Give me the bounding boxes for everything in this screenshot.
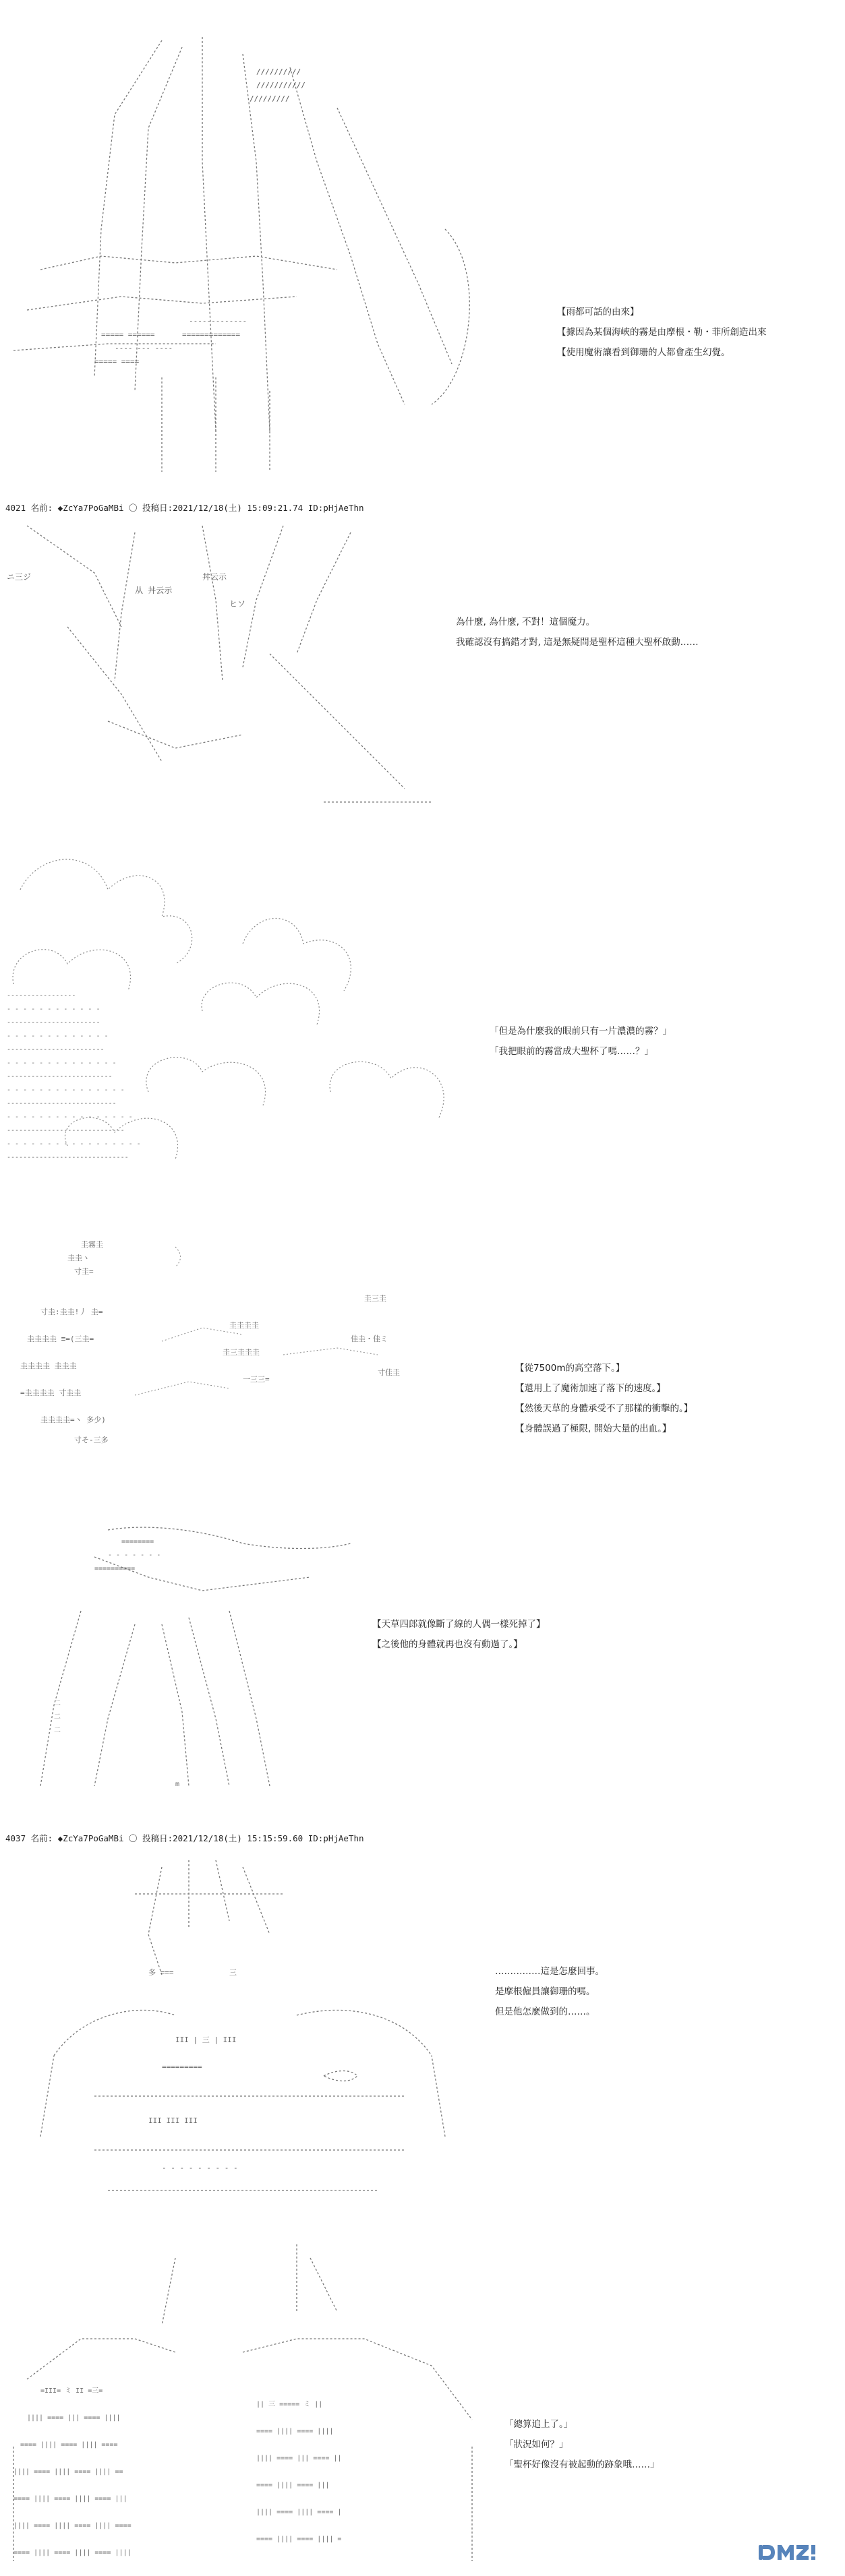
svg-text:m: m [175, 1781, 180, 1788]
svg-text:寸佳圭: 寸佳圭 [378, 1368, 400, 1377]
svg-text:-------------: ------------- [189, 317, 247, 326]
svg-text:|||| ==== |||| ==== |||| ==: |||| ==== |||| ==== |||| == [13, 2468, 123, 2476]
svg-text:二: 二 [54, 1700, 61, 1707]
svg-text:- - - - - - - - - - - - - - -: - - - - - - - - - - - - - - - - - [7, 1140, 141, 1148]
dialogue-line: ……………這是怎麼回事。 [495, 1966, 604, 1977]
ascii-art-man-arms-crossed [27, 1853, 459, 2204]
ascii-art-blood-splatter [0, 1220, 472, 1476]
svg-text:- - - - - - - - - - - - - - -: - - - - - - - - - - - - - - - - [7, 1113, 133, 1121]
narration-box-2 [456, 612, 699, 652]
svg-text:|||| ==== ||| ==== ||: |||| ==== ||| ==== || [256, 2455, 342, 2462]
svg-text:圭圭圭圭 ≡=(三圭=: 圭圭圭圭 ≡=(三圭= [27, 1335, 94, 1343]
narration-box-4 [515, 1358, 693, 1439]
svg-text:- - - - - - - - - - - - - - -: - - - - - - - - - - - - - - - [7, 1086, 125, 1094]
dialogue-box-3 [490, 1021, 672, 1062]
narration-box-1 [557, 302, 767, 363]
svg-text:==== |||| ==== |||: ==== |||| ==== ||| [256, 2482, 330, 2489]
svg-text:|| 三 ===== ミ ||: || 三 ===== ミ || [256, 2401, 323, 2408]
svg-text:-----------------: ----------------- [7, 992, 76, 1000]
svg-text:---- --- ----: ---- --- ---- [115, 344, 173, 352]
ascii-art-fog [0, 836, 472, 1213]
svg-text:-----------------------: ----------------------- [7, 1019, 100, 1026]
svg-text:丼云示: 丼云示 [202, 572, 227, 582]
svg-text:- - - - - - -: - - - - - - - [108, 1552, 161, 1559]
svg-text:|||| ==== |||| ==== |||| ====: |||| ==== |||| ==== |||| ==== [13, 2522, 132, 2529]
svg-text:==== |||| ==== |||| =: ==== |||| ==== |||| = [256, 2536, 342, 2543]
ascii-art-face-closeup [0, 519, 432, 816]
svg-text:圭圭圭圭=ヽ 多少): 圭圭圭圭=ヽ 多少) [40, 1415, 106, 1424]
svg-text:一三三=: 一三三= [243, 1375, 270, 1384]
svg-text:寸そ-三多: 寸そ-三多 [74, 1436, 109, 1444]
svg-text:佳圭・佳ミ: 佳圭・佳ミ [351, 1335, 388, 1343]
svg-text:二: 二 [54, 1713, 61, 1721]
dialogue-line: 「總算追上了。」 [504, 2419, 573, 2430]
svg-text:III III III: III III III [148, 2116, 198, 2125]
svg-text:===== ======: ===== ====== [101, 330, 155, 339]
narration-line: 【使用魔術讓看到御珊的人都會產生幻覺。 [557, 347, 730, 358]
svg-text:三: 三 [229, 1968, 237, 1977]
svg-text:=圭圭圭圭 寸圭圭: =圭圭圭圭 寸圭圭 [20, 1388, 82, 1397]
svg-text:===== ====: ===== ==== [94, 357, 140, 366]
narration-line: 【據因為某個海峽的霧是由摩根・勒・菲所創造出來 [557, 327, 767, 338]
dialogue-box-6 [495, 1961, 604, 2022]
svg-text:寸圭:圭圭!丿 圭=: 寸圭:圭圭!丿 圭= [40, 1308, 103, 1316]
svg-text:圭圭ヽ: 圭圭ヽ [67, 1254, 90, 1262]
dialogue-line: 「聖杯好像沒有被起動的跡象哦……」 [504, 2459, 660, 2470]
svg-text:圭三圭圭圭: 圭三圭圭圭 [223, 1348, 260, 1357]
svg-text:III | 三 | III: III | 三 | III [175, 2035, 237, 2044]
svg-text:寸圭=: 寸圭= [74, 1267, 94, 1276]
svg-text:==== |||| ==== ||||: ==== |||| ==== |||| [256, 2428, 334, 2435]
narration-line: 【身體誤過了極限, 開始大量的出血。】 [515, 1423, 672, 1434]
svg-text:ヒソ: ヒソ [229, 599, 246, 609]
dialogue-line: 「狀況如何？」 [504, 2439, 569, 2450]
svg-text:========: ======== [121, 1538, 154, 1545]
dmzj-logo-icon [756, 2538, 823, 2567]
dialogue-line: 是摩根僱員讓御珊的嗎。 [495, 1986, 595, 1997]
svg-text:=III= ミ II =三=: =III= ミ II =三= [40, 2387, 103, 2395]
narration-line: 為什麼, 為什麼, 不對！這個魔力。 [456, 617, 595, 627]
svg-text:------------------------------: ------------------------------ [7, 1154, 129, 1161]
svg-text:圭圭圭圭 圭圭圭: 圭圭圭圭 圭圭圭 [20, 1361, 77, 1370]
svg-text:------------------------: ------------------------ [7, 1046, 105, 1053]
svg-text:- - - - - - - - - - - -: - - - - - - - - - - - - [7, 1006, 100, 1013]
svg-text://///////: ///////// [250, 94, 290, 103]
svg-text:=============: ============= [182, 330, 241, 339]
svg-text:二: 二 [54, 1727, 61, 1734]
narration-line: 【從7500m的高空落下。】 [515, 1363, 625, 1374]
svg-text:==== |||| ==== |||| ==== |||: ==== |||| ==== |||| ==== ||| [13, 2495, 127, 2503]
ascii-art-armored-group [0, 2244, 486, 2568]
svg-text:多 ===: 多 === [148, 1968, 174, 1977]
svg-text://////////: ////////// [256, 67, 301, 76]
svg-text:|||| ==== ||| ==== ||||: |||| ==== ||| ==== |||| [27, 2414, 121, 2422]
svg-text:- - - - - - - - - - - - - -: - - - - - - - - - - - - - - [7, 1060, 117, 1067]
svg-text:==========: ========== [94, 1565, 136, 1572]
svg-text:ニ三ジ: ニ三ジ [7, 572, 32, 582]
post-header-4021: 4021 名前: ◆ZcYa7PoGaMBi 〇 投稿日:2021/12/18(土) 15:09:21.74 ID:pHjAeThn [5, 503, 364, 513]
ascii-art-fallen-figure [13, 1516, 391, 1800]
narration-box-5 [372, 1614, 546, 1655]
svg-text:///////////: /////////// [256, 81, 305, 90]
ascii-art-figure-1 [0, 27, 486, 485]
svg-text:---------------------------: --------------------------- [7, 1100, 117, 1107]
svg-text:==== |||| ==== |||| ==== ||||: ==== |||| ==== |||| ==== |||| [13, 2549, 132, 2556]
dialogue-line: 「但是為什麼我的眼前只有一片濃濃的霧？」 [490, 1026, 672, 1037]
dialogue-box-7 [504, 2414, 660, 2475]
dialogue-line: 但是他怎麼做到的……。 [495, 2006, 595, 2017]
narration-line: 【還用上了魔術加速了落下的速度。】 [515, 1383, 666, 1394]
narration-line: 我確認沒有搞錯才對, 這是無疑問是聖杯這種大聖杯啟動…… [456, 637, 699, 648]
narration-line: 【之後他的身體就再也沒有動過了。】 [372, 1639, 523, 1650]
dialogue-line: 「我把眼前的霧當成大聖杯了嗎……？」 [490, 1046, 653, 1057]
narration-line: 【雨都可話的由來】 [557, 307, 639, 317]
svg-text:==== |||| ==== |||| ====: ==== |||| ==== |||| ==== [20, 2441, 118, 2449]
svg-text:|||| ==== |||| ==== |: |||| ==== |||| ==== | [256, 2509, 342, 2516]
svg-text:圭圭圭圭: 圭圭圭圭 [229, 1321, 259, 1330]
narration-line: 【然後天草的身體承受不了那樣的衝擊的。】 [515, 1403, 693, 1414]
svg-text:- - - - - - - - -: - - - - - - - - - [162, 2164, 238, 2172]
svg-text:从 丼云示: 从 丼云示 [135, 586, 173, 595]
svg-text:- - - - - - - - - - - - -: - - - - - - - - - - - - - [7, 1033, 109, 1040]
svg-text:圭三圭: 圭三圭 [364, 1294, 386, 1303]
svg-text:--------------------------: -------------------------- [7, 1073, 113, 1080]
svg-text:圭霧圭: 圭霧圭 [81, 1240, 103, 1249]
svg-text:-----------------------------: ----------------------------- [7, 1127, 125, 1134]
narration-line: 【天草四郎就像斷了線的人偶一樣死掉了】 [372, 1619, 546, 1630]
post-header-4037: 4037 名前: ◆ZcYa7PoGaMBi 〇 投稿日:2021/12/18(土) 15:15:59.60 ID:pHjAeThn [5, 1833, 364, 1843]
svg-text:=========: ========= [162, 2062, 202, 2071]
